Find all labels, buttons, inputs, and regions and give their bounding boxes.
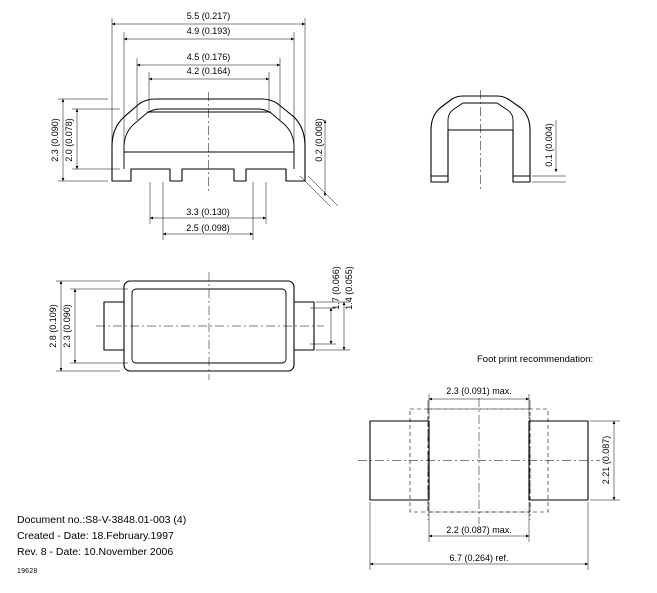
dim-label-footprint-inner: 2.2 (0.087) max. (446, 525, 512, 535)
dim-label-top-lead-width-inner: 1.4 (0.055) (344, 266, 354, 310)
dim-label-top-lead-width-outer: 1.7 (0.066) (331, 266, 341, 310)
dim-label-top-width-outer: 2.8 (0.109) (48, 304, 58, 348)
document-number: Document no.:S8-V-3848.01-003 (4) (17, 514, 187, 526)
dim-top-lead-width (310, 266, 354, 350)
dim-front-foot-span (150, 182, 266, 240)
dim-label-front-lead-thickness: 0.2 (0.008) (314, 118, 324, 162)
dim-label-front-foot-span2: 2.5 (0.098) (186, 223, 230, 233)
dim-label-footprint-pad-height: 2.21 (0.087) (601, 435, 611, 485)
document-info-block (17, 512, 186, 560)
dim-label-side-standoff: 0.1 (0.004) (544, 123, 554, 167)
side-view-geometry (431, 90, 530, 192)
dim-front-4-2 (149, 66, 269, 110)
front-view-geometry (112, 92, 305, 192)
dim-label-front-foot-span: 3.3 (0.130) (186, 207, 230, 217)
footprint-title: Foot print recommendation: (477, 354, 594, 365)
dim-label-footprint-gap: 2.3 (0.091) max. (446, 386, 512, 396)
dim-label-footprint-overall: 6.7 (0.264) ref. (449, 553, 509, 563)
dim-label-front-outer-width2: 4.9 (0.193) (186, 26, 231, 36)
dim-front-height (50, 99, 120, 181)
document-revision-date: Rev. 8 - Date: 10.November 2006 (17, 546, 174, 558)
footprint-geometry (358, 398, 600, 524)
dim-label-front-height-inner: 2.0 (0.078) (64, 118, 74, 162)
dim-label-front-inner-width2: 4.2 (0.164) (186, 66, 231, 76)
dim-label-front-height-outer: 2.3 (0.090) (50, 118, 60, 162)
dim-front-lead-thickness (300, 118, 338, 206)
dim-label-top-width-inner: 2.3 (0.090) (62, 304, 72, 348)
top-view-geometry (96, 272, 324, 380)
dim-front-4-9 (124, 26, 294, 166)
dim-label-front-outer-width: 5.5 (0.217) (186, 11, 231, 21)
dim-label-front-inner-width: 4.5 (0.176) (186, 52, 231, 62)
dim-footprint-pad-height (590, 421, 620, 500)
drawing-code-id: 19628 (17, 568, 38, 575)
document-created-date: Created - Date: 18.February.1997 (17, 530, 174, 542)
dim-side-standoff (532, 120, 566, 182)
